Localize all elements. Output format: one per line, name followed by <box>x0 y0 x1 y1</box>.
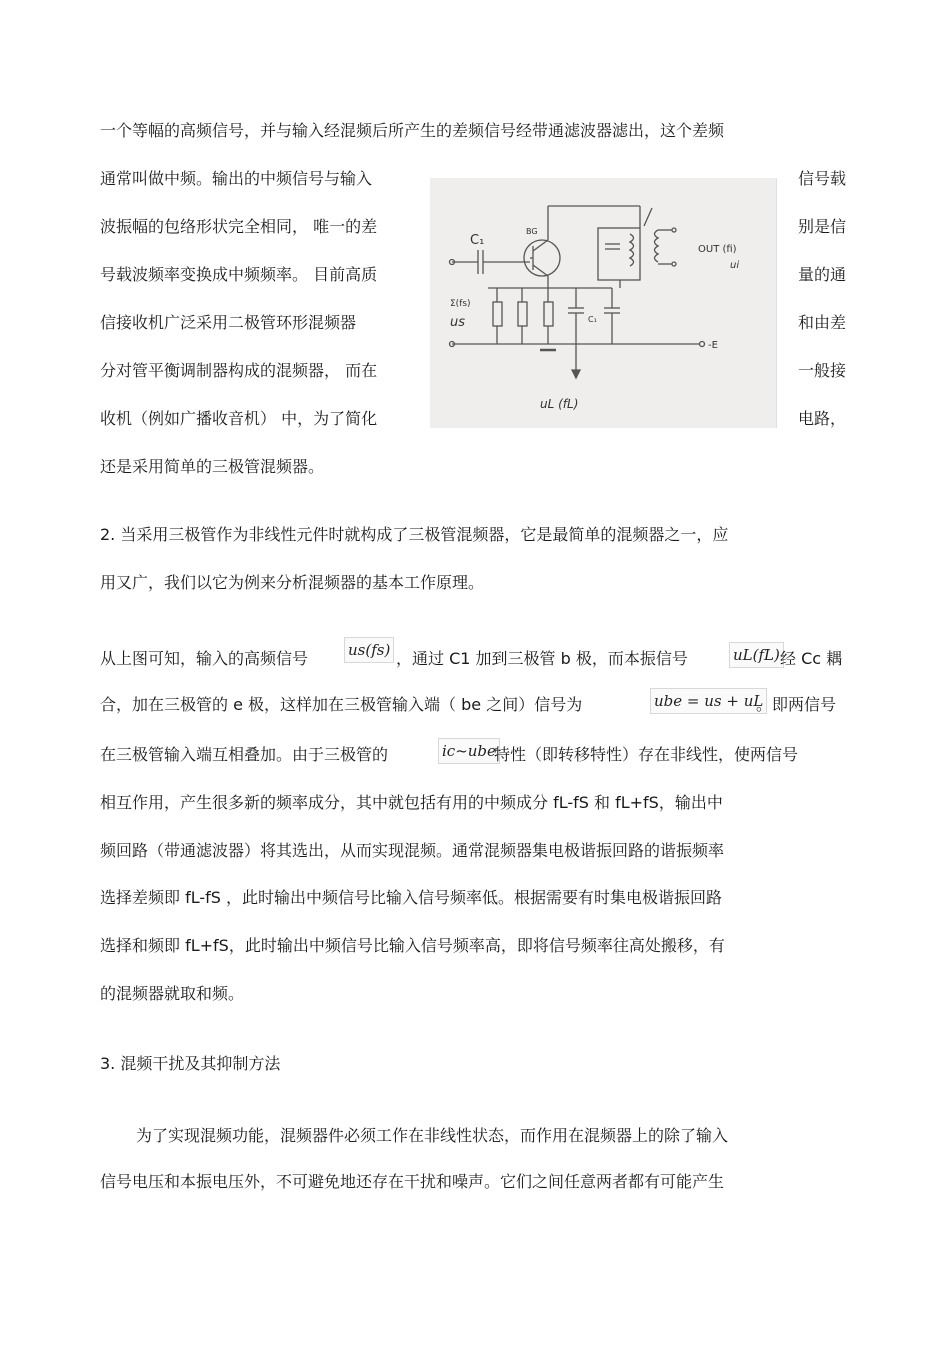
para3-line2-b: 。即两信号 <box>756 695 837 714</box>
para1-row6-left: 收机（例如广播收音机） 中，为了简化 <box>100 409 378 428</box>
label-cc: C₁ <box>588 315 597 324</box>
para1-row3-left: 号载波频率变换成中频频率。 目前高质 <box>100 265 378 284</box>
para1-row5-right: 一般接 <box>797 361 846 380</box>
para3-line1-b: ，通过 C1 加到三极管 b 极，而本振信号 <box>396 649 688 668</box>
mixer-circuit-diagram <box>430 178 777 428</box>
para1-row4-left: 信接收机广泛采用二极管环形混频器 <box>100 313 357 332</box>
para1-row2-left: 波振幅的包络形状完全相同， 唯一的差 <box>100 217 378 236</box>
para1-row3-right: 量的通 <box>797 265 846 284</box>
section3-title: 3. 混频干扰及其抑制方法 <box>100 1054 281 1073</box>
para1-row2-right: 别是信 <box>797 217 846 236</box>
para3-line2-a: 合，加在三极管的 e 极，这样加在三极管输入端（ be 之间）信号为 <box>100 695 583 714</box>
para1-line1: 一个等幅的高频信号，并与输入经混频后所产生的差频信号经带通滤波器滤出，这个差频 <box>100 121 725 140</box>
label-vcc: -E <box>708 340 718 351</box>
circuit-svg <box>430 178 776 428</box>
para3-line8: 的混频器就取和频。 <box>100 984 245 1003</box>
label-bg: BG <box>526 227 538 236</box>
para1-row4-right: 和由差 <box>797 313 846 332</box>
section3-para-line2: 信号电压和本振电压外，不可避免地还存在干扰和噪声。它们之间任意两者都有可能产生 <box>100 1172 725 1191</box>
para1-row5-left: 分对管平衡调制器构成的混频器， 而在 <box>100 361 378 380</box>
para3-line5: 频回路（带通滤波器）将其选出，从而实现混频。通常混频器集电极谐振回路的谐振频率 <box>100 841 725 860</box>
formula-ube: ube = us + uL <box>650 688 767 714</box>
formula-ul: uL(fL) <box>729 642 784 668</box>
section3-para-line1: 为了实现混频功能，混频器件必须工作在非线性状态，而作用在混频器上的除了输入 <box>136 1126 729 1145</box>
para3-line3-a: 在三极管输入端互相叠加。由于三极管的 <box>100 745 389 764</box>
label-input-top: Σ(fs) <box>450 299 471 309</box>
formula-ic: ic~ube <box>438 738 500 764</box>
para3-line1-c: 经 Cc 耦 <box>780 649 843 668</box>
para3-line3-b: 特性（即转移特性）存在非线性，使两信号 <box>494 745 799 764</box>
formula-us: us(fs) <box>344 637 394 663</box>
label-input: us <box>450 315 466 330</box>
para3-line1-a: 从上图可知，输入的高频信号 <box>100 649 309 668</box>
para3-line7: 选择和频即 fL+fS，此时输出中频信号比输入信号频率高，即将信号频率往高处搬移，有 <box>100 936 725 955</box>
para2-line2: 用又广，我们以它为例来分析混频器的基本工作原理。 <box>100 573 485 592</box>
label-c1: C₁ <box>470 233 485 248</box>
label-bottom: uL (fL) <box>540 397 579 411</box>
para1-last-line: 还是采用简单的三极管混频器。 <box>100 457 325 476</box>
para3-line6: 选择差频即 fL-fS ，此时输出中频信号比输入信号频率低。根据需要有时集电极谐振回路 <box>100 888 723 907</box>
para1-row6-right: 电路， <box>797 409 846 428</box>
label-out1: OUT (fi) <box>698 244 737 255</box>
para1-row1-left: 通常叫做中频。输出的中频信号与输入 <box>100 169 373 188</box>
label-out2: ui <box>730 260 740 271</box>
para3-line4: 相互作用，产生很多新的频率成分，其中就包括有用的中频成分 fL-fS 和 fL+fS，输出中 <box>100 793 723 812</box>
para2-line1: 2. 当采用三极管作为非线性元件时就构成了三极管混频器，它是最简单的混频器之一，应 <box>100 525 729 544</box>
para1-row1-right: 信号载 <box>797 169 846 188</box>
